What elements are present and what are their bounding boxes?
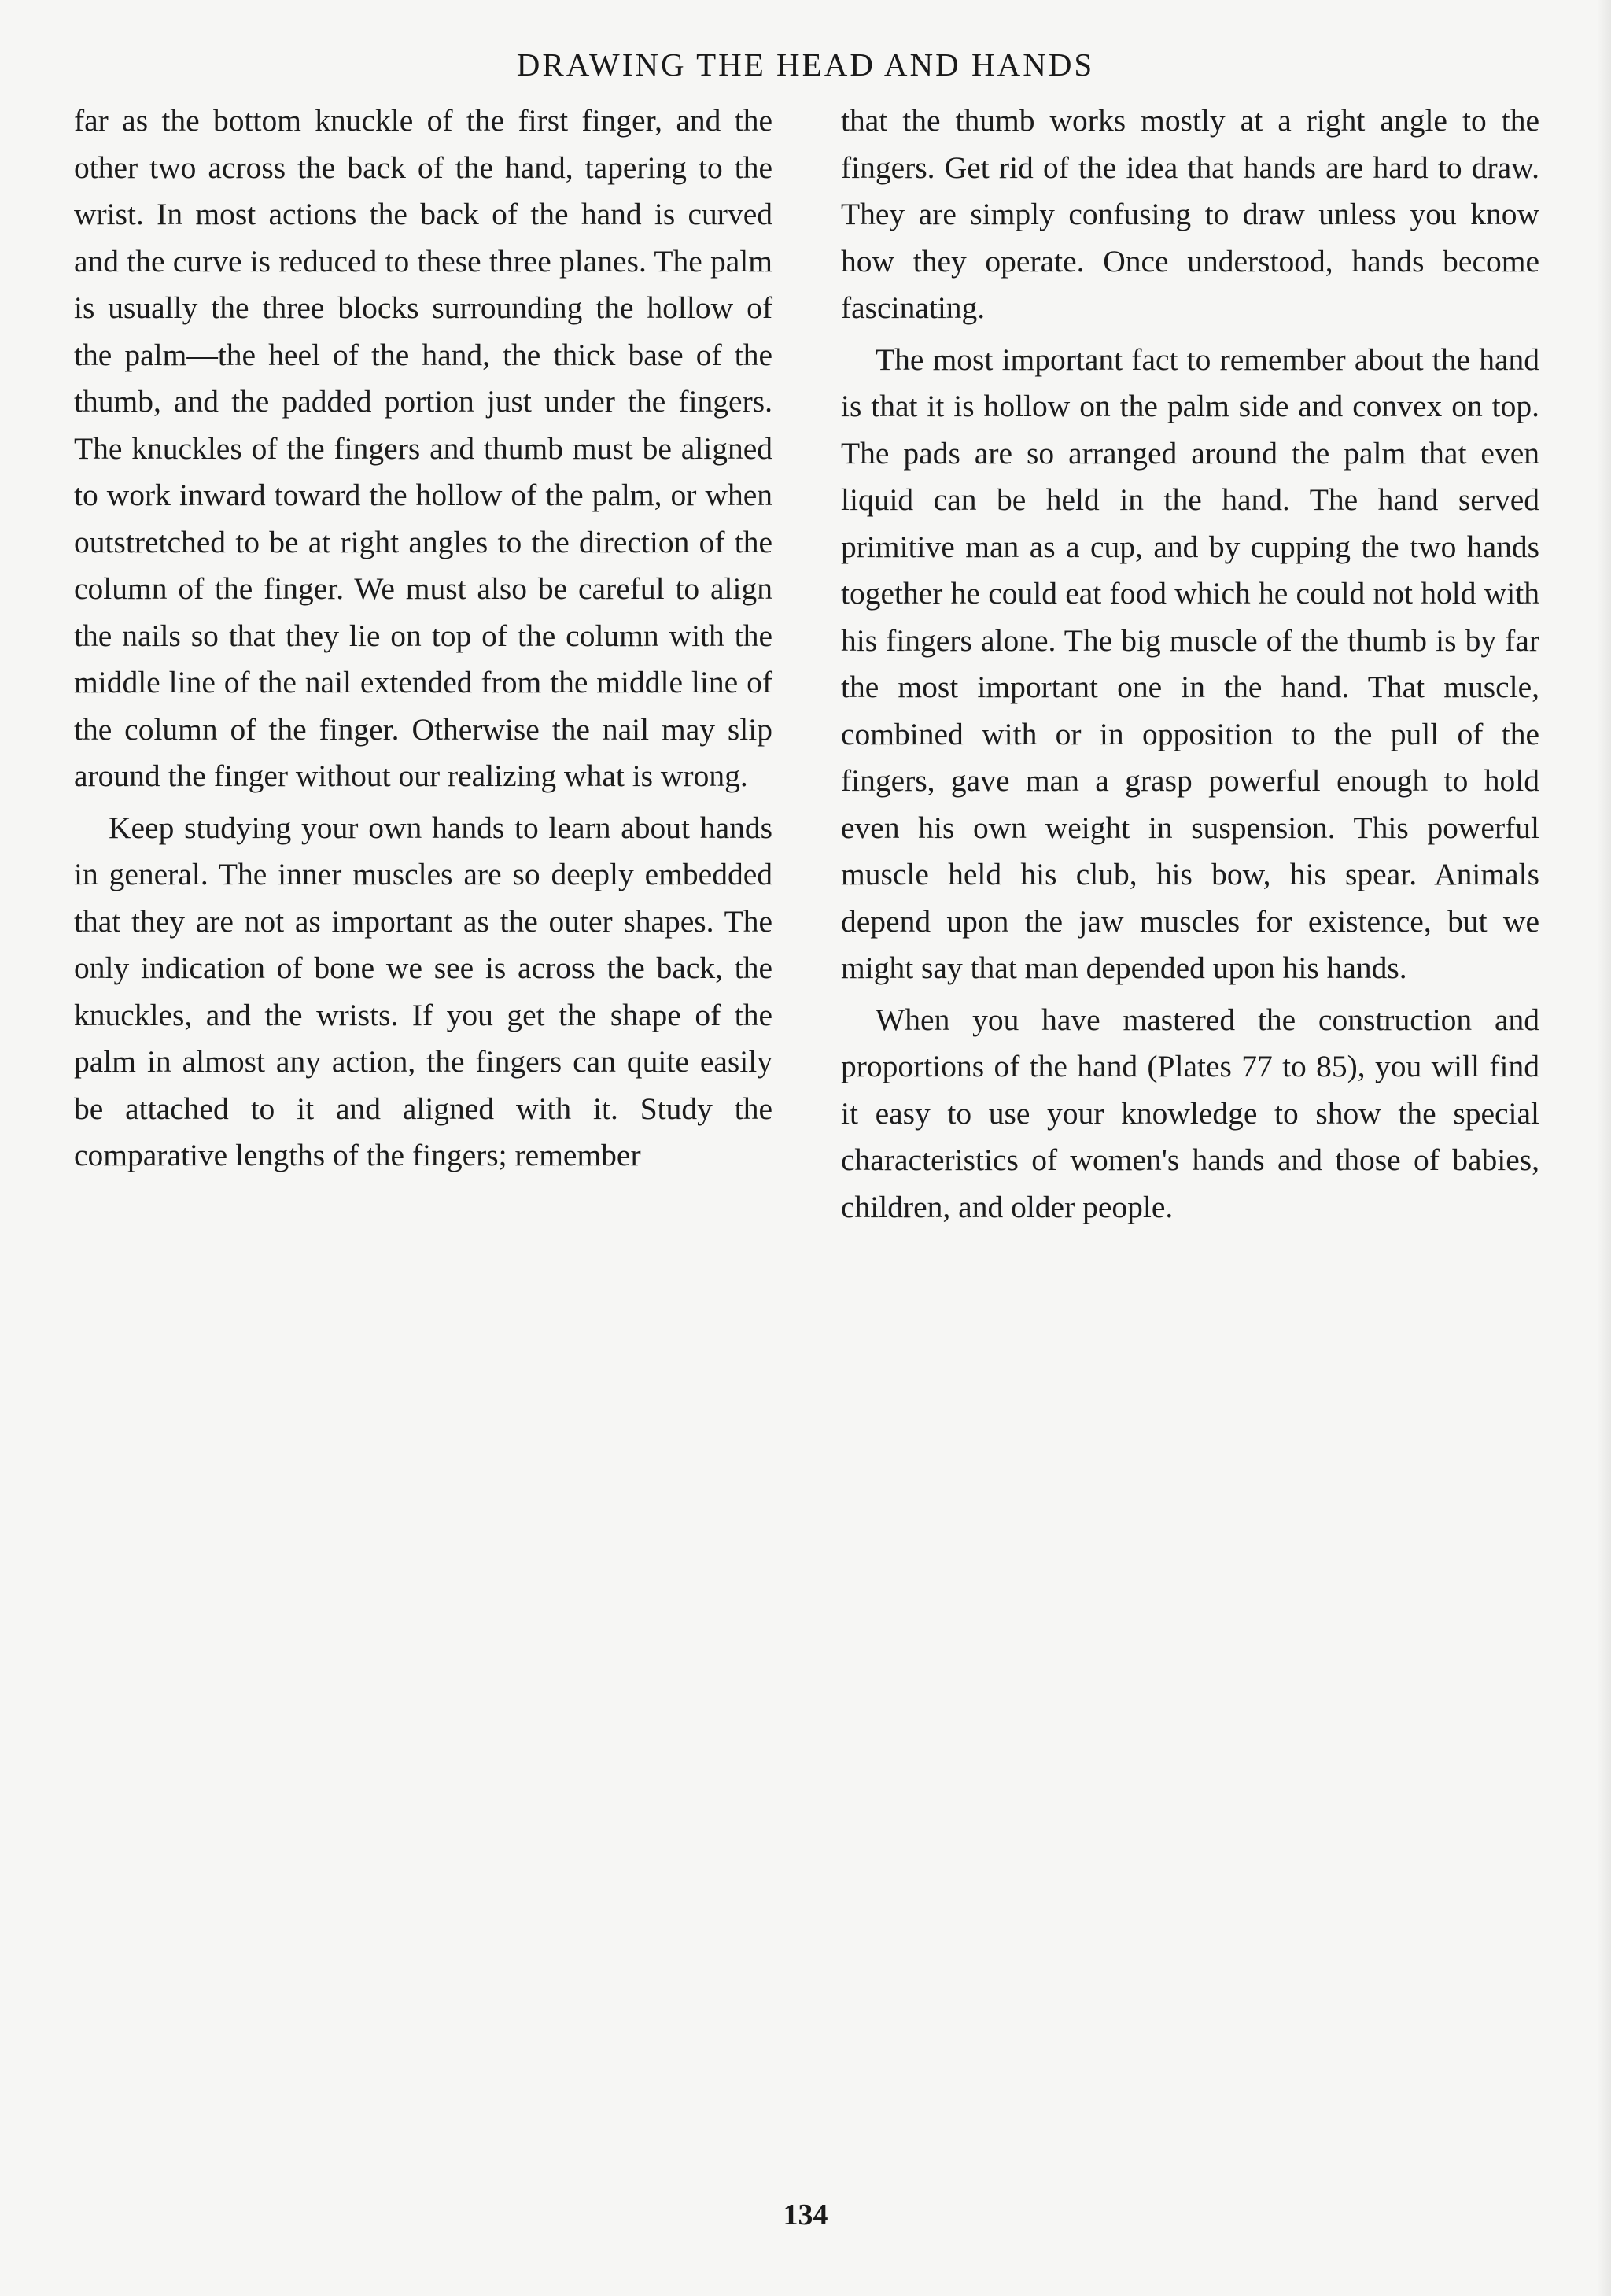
- paragraph: The most important fact to remember about the hand is that it is hollow on the palm side and convex on top. The pads are so arranged around the palm that even liquid can be held in the hand. The hand served primitive man as a cup, and by cupping the two hands together he could eat food which he could not hold with his fingers alone. The big muscle of the thumb is by far the most important one in the hand. That muscle, combined with or in opposition to the pull of the fingers, gave man a grasp powerful enough to hold even his own weight in suspension. This powerful muscle held his club, his bow, his spear. Animals depend upon the jaw muscles for existence, but we might say that man depended upon his hands.: [841, 341, 1539, 985]
- paragraph: When you have mastered the construction and proportions of the hand (Plates 77 to 85), you will find it easy to use your knowledge to show the special characteristics of women's hands and those of babies, children, and older people.: [841, 1002, 1539, 1224]
- page-number: 134: [783, 2198, 828, 2231]
- page-edge-shadow: [1597, 0, 1611, 2296]
- paragraph: far as the bottom knuckle of the first finger, and the other two across the back of the hand, tapering to the wrist. In most actions the back of the hand is curved and the curve is reduced to these three planes. The palm is usually the three blocks surrounding the hollow of the palm—the heel of the hand, the thick base of the thumb, and the padded portion just under the fingers. The knuckles of the fingers and thumb must be aligned to work inward toward the hollow of the palm, or when outstretched to be at right angles to the direction of the column of the finger. We must also be careful to align the nails so that they lie on top of the column with the middle line of the nail extended from the middle line of the column of the finger. Otherwise the nail may slip around the finger without our realizing what is wrong.: [74, 103, 772, 793]
- paragraph: that the thumb works mostly at a right angle to the fingers. Get rid of the idea that hands are hard to draw. They are simply confusing to draw unless you know how they operate. Once understood, hands become fascinating.: [841, 103, 1539, 325]
- right-text-column: [841, 98, 1539, 1235]
- paragraph: Keep studying your own hands to learn about hands in general. The inner muscles are so deeply embedded that they are not as important as the outer shapes. The only indication of bone we see is across the back, the knuckles, and the wrists. If you get the shape of the palm in almost any action, the fingers can quite easily be attached to it and aligned with it. Study the comparative lengths of the fingers; remember: [74, 810, 772, 1172]
- left-text-column: [74, 98, 772, 1184]
- running-head: DRAWING THE HEAD AND HANDS: [516, 46, 1095, 83]
